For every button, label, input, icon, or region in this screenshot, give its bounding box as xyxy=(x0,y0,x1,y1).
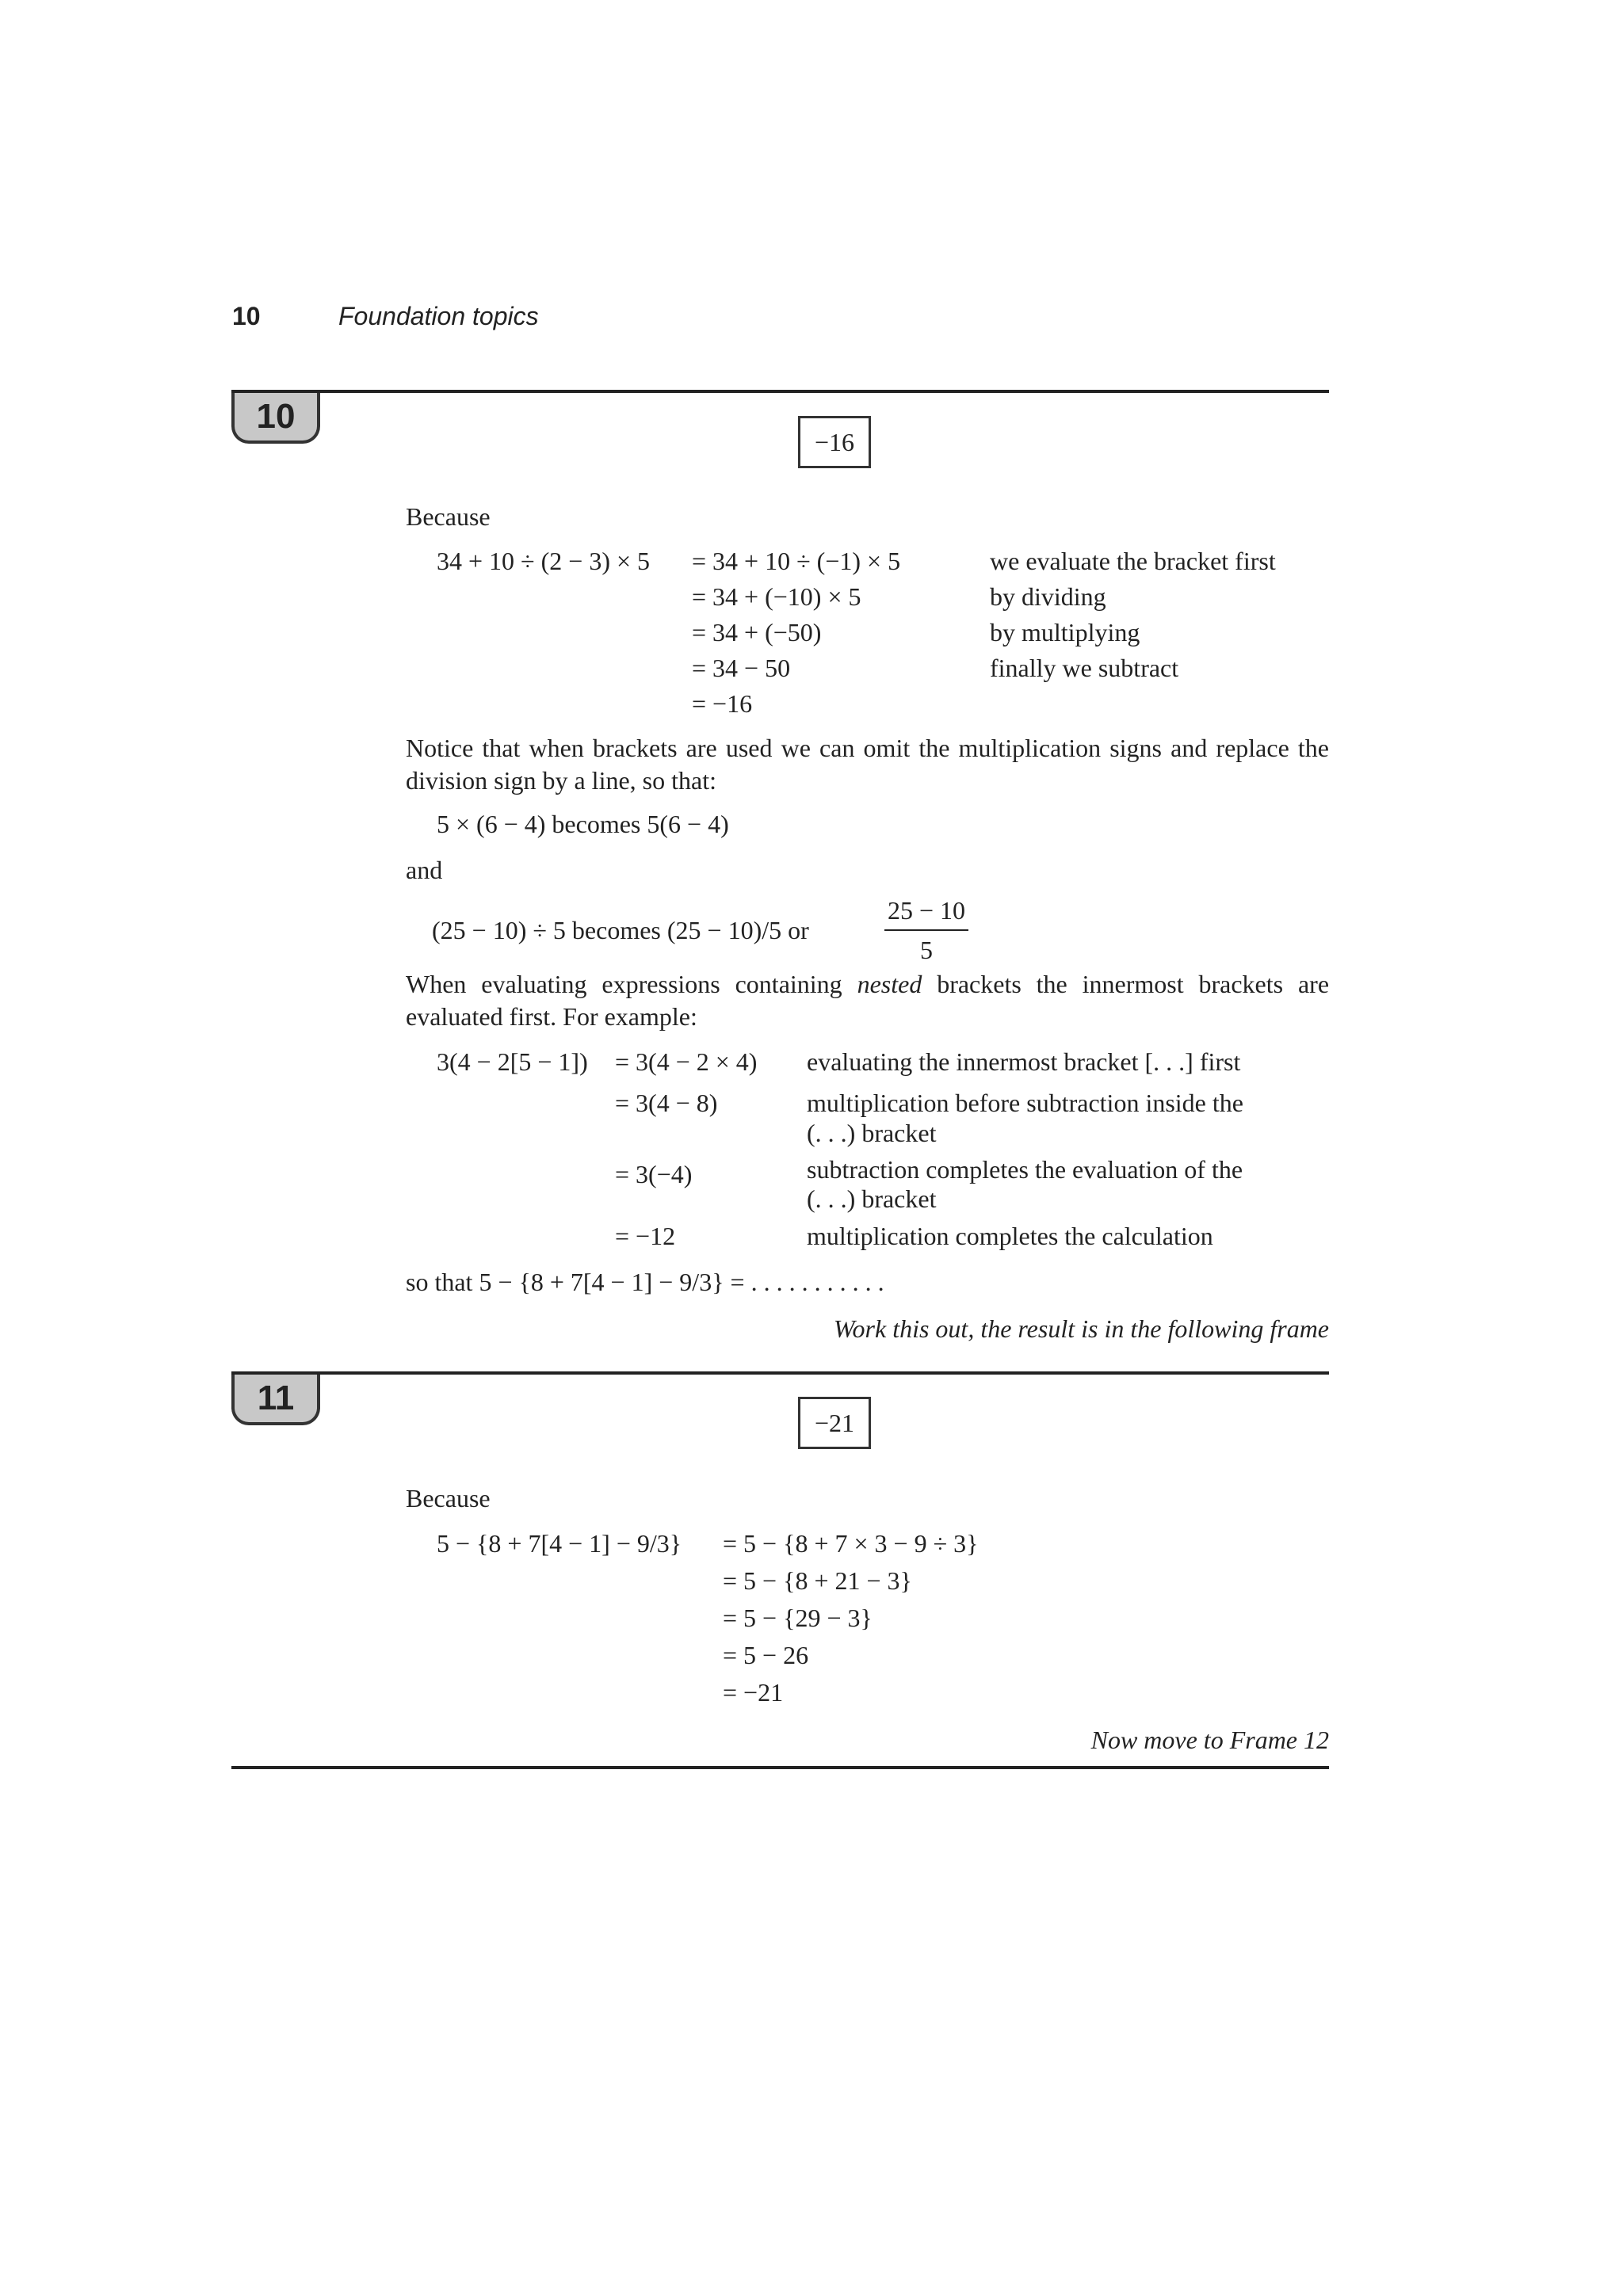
frame-10-note-2: by dividing xyxy=(990,582,1106,611)
frame-11-work-step-3: = 5 − {29 − 3} xyxy=(723,1604,873,1632)
frame-10-nested-step-1: = 3(4 − 2 × 4) xyxy=(615,1047,758,1076)
frame-10-nested-note-3b: (. . .) bracket xyxy=(807,1184,937,1213)
frame-10-nested-step-2: = 3(4 − 8) xyxy=(615,1089,718,1117)
frame-10-work-step-5: = −16 xyxy=(692,689,753,718)
frame-10-work-lhs: 34 + 10 ÷ (2 − 3) × 5 xyxy=(437,547,651,575)
frame-11-work-step-2: = 5 − {8 + 21 − 3} xyxy=(723,1566,912,1595)
frame-10-nested-note-4: multiplication completes the calculation xyxy=(807,1222,1213,1250)
frame-10-work-step-1: = 34 + 10 ÷ (−1) × 5 xyxy=(692,547,901,575)
nested-text-pre: When evaluating expressions containing xyxy=(406,970,842,998)
frame-10-and: and xyxy=(406,856,443,884)
frame-11-instruction: Now move to Frame 12 xyxy=(1090,1726,1329,1754)
frame-10-nested-step-4: = −12 xyxy=(615,1222,676,1250)
frame-10-note-4: finally we subtract xyxy=(990,654,1179,682)
nested-emphasis: nested xyxy=(857,970,922,998)
frame-10-instruction: Work this out, the result is in the following frame xyxy=(833,1314,1329,1343)
frame-10-work-step-2: = 34 + (−10) × 5 xyxy=(692,582,861,611)
frame-10-nested-note-2: multiplication before subtraction inside the xyxy=(807,1089,1243,1117)
fraction-denominator: 5 xyxy=(920,936,934,964)
frame-10-note-3: by multiplying xyxy=(990,618,1140,646)
frame-10-nested-paragraph xyxy=(406,968,1329,1033)
frame-10-notice-paragraph: Notice that when brackets are used we can omit the multiplication signs and replace the division sign by a line, so that: xyxy=(406,734,1329,795)
frame-10-note-1: we evaluate the bracket first xyxy=(990,547,1276,575)
frame-10-example-2: (25 − 10) ÷ 5 becomes (25 − 10)/5 or xyxy=(432,916,809,944)
frame-10-work-step-3: = 34 + (−50) xyxy=(692,618,822,646)
nested-text-post: brackets the innermost brackets are evaluated first. For example: xyxy=(406,970,1330,1031)
page-number: 10 xyxy=(232,302,261,330)
frame-10-nested-step-3: = 3(−4) xyxy=(615,1160,693,1188)
frame-10-fraction xyxy=(884,898,968,963)
frame-11-answer-box: −21 xyxy=(798,1397,871,1449)
frame-11-work-lhs: 5 − {8 + 7[4 − 1] − 9/3} xyxy=(437,1529,682,1558)
frame-10-question: so that 5 − {8 + 7[4 − 1] − 9/3} = . . . . . . . . . . . xyxy=(406,1268,884,1296)
frame-11-because: Because xyxy=(406,1484,491,1512)
frame-10-answer-box: −16 xyxy=(798,416,871,468)
frame-10-nested-note-3: subtraction completes the evaluation of the xyxy=(807,1155,1243,1184)
frame-number-11: 11 xyxy=(231,1375,320,1425)
frame-11-work-step-4: = 5 − 26 xyxy=(723,1641,809,1669)
frame-10-top-rule xyxy=(231,390,1329,393)
frame-10-work-step-4: = 34 − 50 xyxy=(692,654,791,682)
frame-11-bottom-rule xyxy=(231,1766,1329,1769)
frame-10-because: Because xyxy=(406,502,491,531)
frame-number-10: 10 xyxy=(231,393,320,444)
frame-10-nested-note-2b: (. . .) bracket xyxy=(807,1119,937,1147)
frame-11-work-step-5: = −21 xyxy=(723,1678,784,1707)
frame-10-nested-lhs: 3(4 − 2[5 − 1]) xyxy=(437,1047,588,1076)
frame-11-work-step-1: = 5 − {8 + 7 × 3 − 9 ÷ 3} xyxy=(723,1529,979,1558)
frame-11-top-rule xyxy=(231,1371,1329,1375)
section-title: Foundation topics xyxy=(338,302,539,330)
fraction-numerator: 25 − 10 xyxy=(884,898,968,931)
frame-10-nested-note-1: evaluating the innermost bracket [. . .] first xyxy=(807,1047,1241,1076)
frame-10-example-1: 5 × (6 − 4) becomes 5(6 − 4) xyxy=(437,810,729,838)
